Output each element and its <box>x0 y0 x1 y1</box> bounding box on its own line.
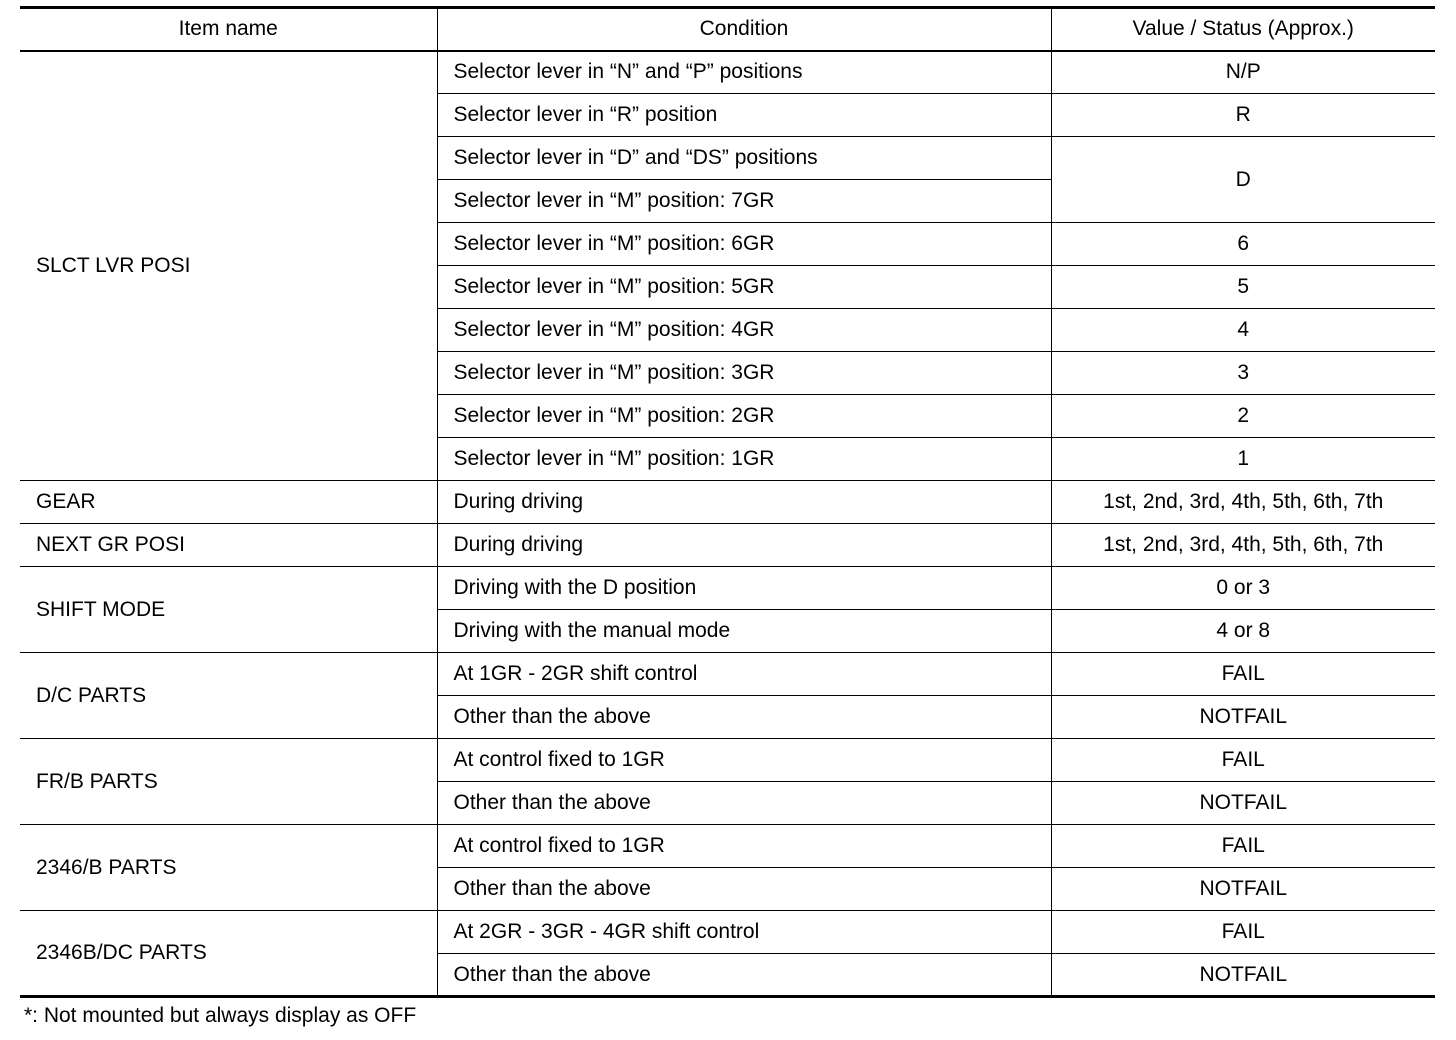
value-cell: NOTFAIL <box>1051 868 1435 911</box>
condition-cell: Other than the above <box>437 954 1051 997</box>
value-cell: 6 <box>1051 223 1435 266</box>
condition-cell: Selector lever in “M” position: 3GR <box>437 352 1051 395</box>
value-cell: 0 or 3 <box>1051 567 1435 610</box>
value-cell: FAIL <box>1051 739 1435 782</box>
value-cell: 4 or 8 <box>1051 610 1435 653</box>
item-frb-parts: FR/B PARTS <box>20 739 437 825</box>
data-monitor-table <box>20 6 1435 998</box>
condition-cell: Other than the above <box>437 696 1051 739</box>
item-dc-parts: D/C PARTS <box>20 653 437 739</box>
condition-cell: At control fixed to 1GR <box>437 739 1051 782</box>
item-next-gr-posi: NEXT GR POSI <box>20 524 437 567</box>
value-cell: R <box>1051 94 1435 137</box>
footnote: *: Not mounted but always display as OFF <box>24 1004 417 1027</box>
condition-cell: During driving <box>437 481 1051 524</box>
item-2346b-parts: 2346/B PARTS <box>20 825 437 911</box>
value-cell: 2 <box>1051 395 1435 438</box>
value-cell: NOTFAIL <box>1051 782 1435 825</box>
condition-cell: Other than the above <box>437 782 1051 825</box>
condition-cell: At 1GR - 2GR shift control <box>437 653 1051 696</box>
condition-cell: Selector lever in “M” position: 5GR <box>437 266 1051 309</box>
header-condition: Condition <box>437 8 1051 51</box>
condition-cell: Other than the above <box>437 868 1051 911</box>
value-cell: 1st, 2nd, 3rd, 4th, 5th, 6th, 7th <box>1051 481 1435 524</box>
condition-cell: At 2GR - 3GR - 4GR shift control <box>437 911 1051 954</box>
item-2346bdc-parts: 2346B/DC PARTS <box>20 911 437 997</box>
value-cell: FAIL <box>1051 911 1435 954</box>
item-gear: GEAR <box>20 481 437 524</box>
condition-cell: Selector lever in “M” position: 6GR <box>437 223 1051 266</box>
table-row <box>20 911 1435 954</box>
value-cell: FAIL <box>1051 825 1435 868</box>
condition-cell: Selector lever in “M” position: 2GR <box>437 395 1051 438</box>
value-cell: N/P <box>1051 51 1435 94</box>
table-header-row <box>20 8 1435 51</box>
header-value-status: Value / Status (Approx.) <box>1051 8 1435 51</box>
value-cell: NOTFAIL <box>1051 954 1435 997</box>
condition-cell: Driving with the manual mode <box>437 610 1051 653</box>
table-row <box>20 653 1435 696</box>
condition-cell: Selector lever in “M” position: 1GR <box>437 438 1051 481</box>
table-row <box>20 825 1435 868</box>
condition-cell: At control fixed to 1GR <box>437 825 1051 868</box>
table-row <box>20 739 1435 782</box>
table-row <box>20 481 1435 524</box>
value-cell: NOTFAIL <box>1051 696 1435 739</box>
value-cell: FAIL <box>1051 653 1435 696</box>
condition-cell: Selector lever in “M” position: 4GR <box>437 309 1051 352</box>
condition-cell: During driving <box>437 524 1051 567</box>
value-cell: 1st, 2nd, 3rd, 4th, 5th, 6th, 7th <box>1051 524 1435 567</box>
value-cell: 3 <box>1051 352 1435 395</box>
item-slct-lvr-posi: SLCT LVR POSI <box>20 51 437 481</box>
value-cell: D <box>1051 137 1435 223</box>
value-cell: 1 <box>1051 438 1435 481</box>
condition-cell: Selector lever in “R” position <box>437 94 1051 137</box>
item-shift-mode: SHIFT MODE <box>20 567 437 653</box>
condition-cell: Selector lever in “N” and “P” positions <box>437 51 1051 94</box>
header-item-name: Item name <box>20 8 437 51</box>
value-cell: 5 <box>1051 266 1435 309</box>
condition-cell: Driving with the D position <box>437 567 1051 610</box>
condition-cell: Selector lever in “M” position: 7GR <box>437 180 1051 223</box>
table-row <box>20 567 1435 610</box>
condition-cell: Selector lever in “D” and “DS” positions <box>437 137 1051 180</box>
table-row <box>20 524 1435 567</box>
table-row <box>20 51 1435 94</box>
value-cell: 4 <box>1051 309 1435 352</box>
